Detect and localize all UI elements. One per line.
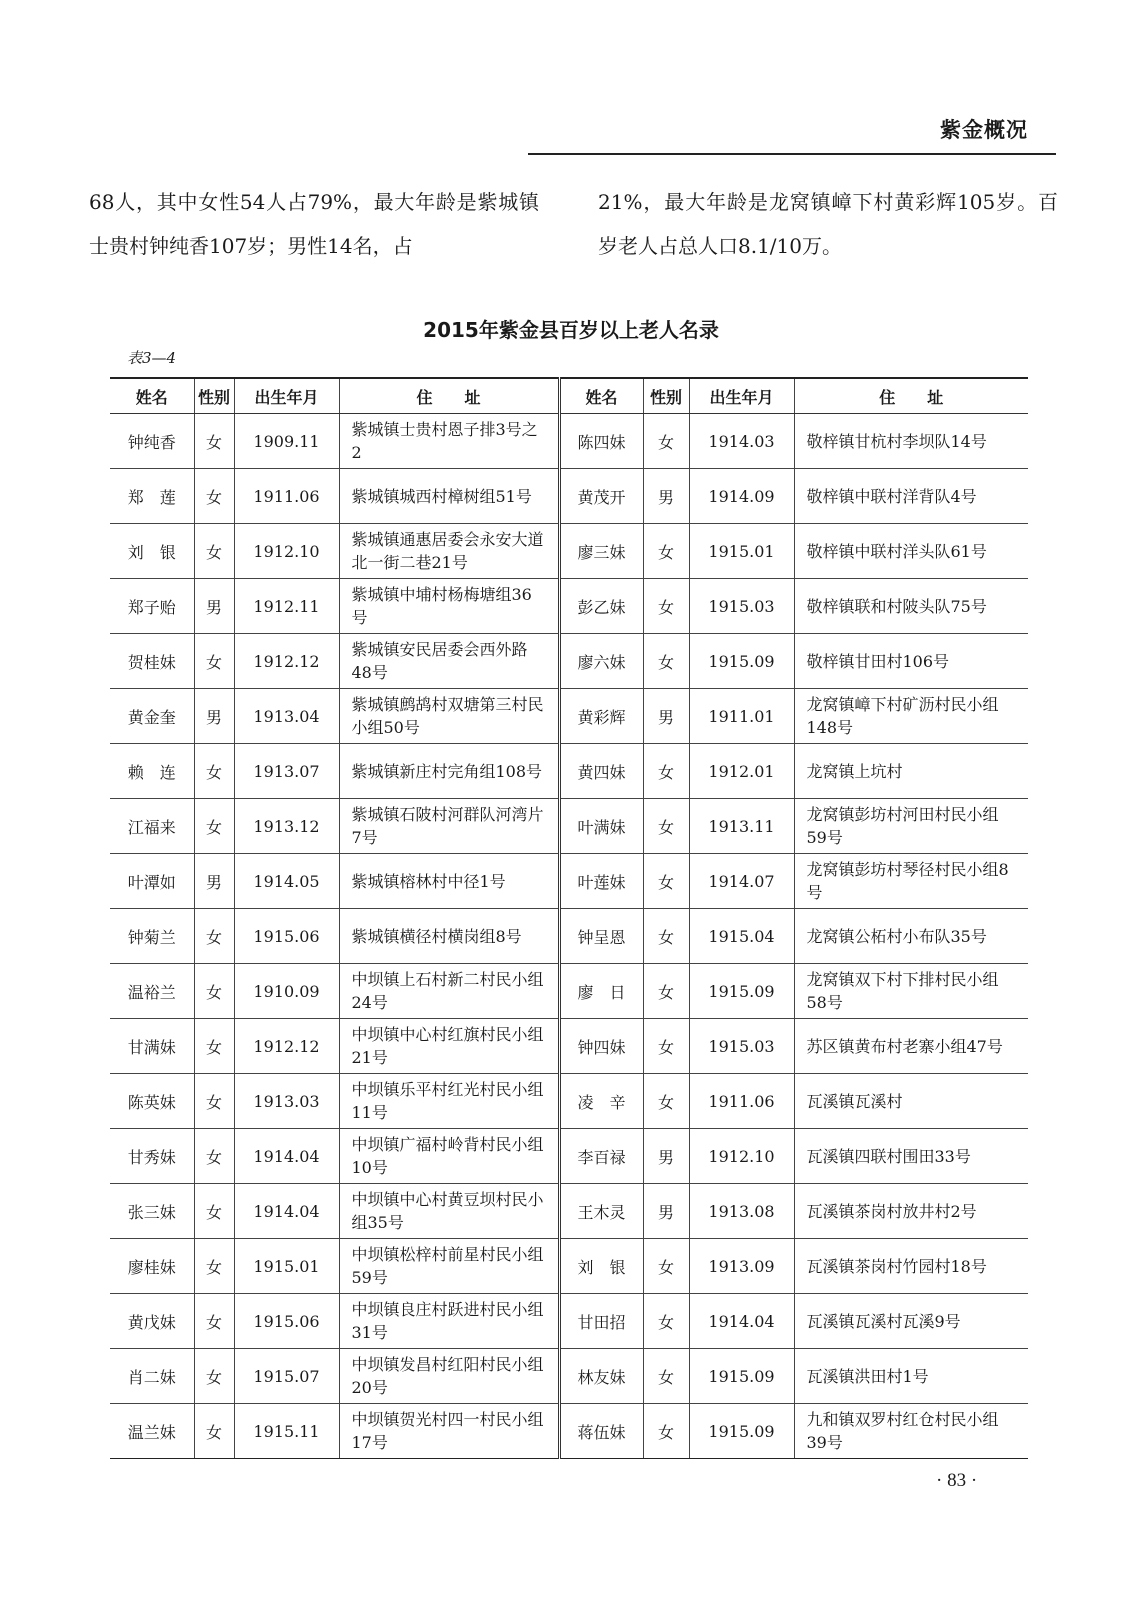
cell-birth: 1911.06 [234,469,339,524]
cell-address: 紫城镇士贵村恩子排3号之2 [339,414,559,469]
table-row [110,1404,1028,1459]
cell-name: 王木灵 [559,1184,643,1239]
table-row [110,744,1028,799]
cell-name: 林友妹 [559,1349,643,1404]
cell-name: 赖 连 [110,744,194,799]
cell-name: 黄茂开 [559,469,643,524]
cell-address: 龙窝镇上坑村 [794,744,1028,799]
cell-name: 温裕兰 [110,964,194,1019]
cell-sex: 女 [194,634,234,689]
cell-name: 钟呈恩 [559,909,643,964]
cell-sex: 女 [643,1349,689,1404]
cell-address: 中坝镇良庄村跃进村民小组31号 [339,1294,559,1349]
cell-address: 紫城镇横径村横岗组8号 [339,909,559,964]
cell-birth: 1915.01 [689,524,794,579]
cell-birth: 1915.01 [234,1239,339,1294]
cell-birth: 1912.12 [234,1019,339,1074]
cell-address: 龙窝镇公柘村小布队35号 [794,909,1028,964]
cell-sex: 男 [643,1184,689,1239]
cell-sex: 女 [194,1129,234,1184]
cell-address: 敬梓镇联和村陂头队75号 [794,579,1028,634]
table-row [110,1239,1028,1294]
cell-name: 李百禄 [559,1129,643,1184]
table-row [110,1294,1028,1349]
table-row [110,524,1028,579]
header-rule [528,153,1056,155]
cell-name: 叶莲妹 [559,854,643,909]
header-name: 姓名 [110,378,194,414]
cell-sex: 女 [194,909,234,964]
table-title: 2015年紫金县百岁以上老人名录 [423,318,719,342]
table-row [110,579,1028,634]
cell-name: 张三妹 [110,1184,194,1239]
cell-sex: 女 [643,909,689,964]
cell-birth: 1913.04 [234,689,339,744]
cell-birth: 1914.07 [689,854,794,909]
section-header-title: 紫金概况 [940,118,1028,142]
cell-birth: 1912.10 [689,1129,794,1184]
cell-name: 凌 辛 [559,1074,643,1129]
cell-birth: 1912.01 [689,744,794,799]
cell-name: 甘田招 [559,1294,643,1349]
cell-birth: 1913.03 [234,1074,339,1129]
cell-sex: 男 [194,689,234,744]
cell-address: 敬梓镇中联村洋头队61号 [794,524,1028,579]
cell-sex: 女 [643,579,689,634]
cell-sex: 女 [643,414,689,469]
header-birth: 出生年月 [689,378,794,414]
cell-birth: 1915.06 [234,1294,339,1349]
cell-sex: 女 [643,634,689,689]
cell-birth: 1913.07 [234,744,339,799]
cell-birth: 1912.11 [234,579,339,634]
cell-birth: 1911.06 [689,1074,794,1129]
paragraph-left-column: 68人，其中女性54人占79%，最大年龄是紫城镇士贵村钟纯香107岁；男性14名，占 [89,190,539,258]
cell-address: 瓦溪镇洪田村1号 [794,1349,1028,1404]
cell-name: 彭乙妹 [559,579,643,634]
centenarian-table [110,377,1028,1459]
cell-name: 叶潭如 [110,854,194,909]
table-row [110,1349,1028,1404]
cell-sex: 女 [643,854,689,909]
cell-address: 紫城镇鹧鸪村双塘第三村民小组50号 [339,689,559,744]
cell-name: 陈英妹 [110,1074,194,1129]
cell-birth: 1915.09 [689,634,794,689]
cell-birth: 1915.06 [234,909,339,964]
cell-name: 刘 银 [110,524,194,579]
cell-address: 中坝镇中心村红旗村民小组21号 [339,1019,559,1074]
header-address: 住 址 [339,378,559,414]
table-row [110,1074,1028,1129]
cell-birth: 1915.11 [234,1404,339,1459]
cell-birth: 1913.11 [689,799,794,854]
cell-name: 钟菊兰 [110,909,194,964]
table-row [110,469,1028,524]
table-row [110,909,1028,964]
cell-address: 苏区镇黄布村老寨小组47号 [794,1019,1028,1074]
cell-name: 贺桂妹 [110,634,194,689]
cell-name: 黄戊妹 [110,1294,194,1349]
cell-address: 中坝镇松梓村前星村民小组59号 [339,1239,559,1294]
cell-address: 中坝镇上石村新二村民小组24号 [339,964,559,1019]
cell-sex: 女 [643,1239,689,1294]
cell-name: 黄金奎 [110,689,194,744]
cell-name: 甘满妹 [110,1019,194,1074]
cell-address: 中坝镇广福村岭背村民小组10号 [339,1129,559,1184]
cell-address: 瓦溪镇瓦溪村瓦溪9号 [794,1294,1028,1349]
table-label: 表3—4 [127,349,177,367]
cell-sex: 女 [194,414,234,469]
cell-name: 甘秀妹 [110,1129,194,1184]
cell-address: 龙窝镇彭坊村琴径村民小组8号 [794,854,1028,909]
cell-sex: 女 [643,1294,689,1349]
cell-birth: 1915.04 [689,909,794,964]
cell-sex: 女 [194,1404,234,1459]
table-row [110,964,1028,1019]
cell-sex: 女 [194,1239,234,1294]
table-body [110,414,1028,1459]
header-birth: 出生年月 [234,378,339,414]
table-row [110,414,1028,469]
cell-name: 陈四妹 [559,414,643,469]
cell-birth: 1912.12 [234,634,339,689]
table-row [110,634,1028,689]
cell-sex: 男 [194,854,234,909]
cell-address: 紫城镇安民居委会西外路48号 [339,634,559,689]
table-row [110,854,1028,909]
cell-address: 紫城镇新庄村完角组108号 [339,744,559,799]
cell-name: 江福来 [110,799,194,854]
cell-name: 黄四妹 [559,744,643,799]
cell-birth: 1914.04 [234,1129,339,1184]
cell-birth: 1915.03 [689,579,794,634]
table-row [110,1184,1028,1239]
cell-address: 龙窝镇彭坊村河田村民小组59号 [794,799,1028,854]
cell-sex: 女 [643,744,689,799]
cell-birth: 1915.09 [689,1404,794,1459]
cell-address: 瓦溪镇茶岗村竹园村18号 [794,1239,1028,1294]
cell-sex: 女 [643,1074,689,1129]
cell-address: 紫城镇中埔村杨梅塘组36号 [339,579,559,634]
cell-address: 龙窝镇嶂下村矿沥村民小组148号 [794,689,1028,744]
table-row [110,689,1028,744]
cell-name: 肖二妹 [110,1349,194,1404]
cell-name: 钟四妹 [559,1019,643,1074]
cell-name: 刘 银 [559,1239,643,1294]
page-number: · 83 · [936,1470,978,1491]
cell-name: 黄彩辉 [559,689,643,744]
cell-address: 紫城镇通惠居委会永安大道北一街二巷21号 [339,524,559,579]
cell-birth: 1915.03 [689,1019,794,1074]
cell-name: 蒋伍妹 [559,1404,643,1459]
cell-sex: 女 [643,799,689,854]
cell-address: 紫城镇榕林村中径1号 [339,854,559,909]
cell-birth: 1914.09 [689,469,794,524]
cell-address: 九和镇双罗村红仓村民小组39号 [794,1404,1028,1459]
cell-birth: 1912.10 [234,524,339,579]
cell-address: 紫城镇城西村樟树组51号 [339,469,559,524]
header-sex: 性别 [194,378,234,414]
cell-address: 中坝镇发昌村红阳村民小组20号 [339,1349,559,1404]
cell-birth: 1914.03 [689,414,794,469]
cell-birth: 1910.09 [234,964,339,1019]
cell-birth: 1913.09 [689,1239,794,1294]
cell-address: 瓦溪镇茶岗村放井村2号 [794,1184,1028,1239]
cell-sex: 男 [643,1129,689,1184]
cell-sex: 女 [194,469,234,524]
cell-birth: 1915.09 [689,1349,794,1404]
header-sex: 性别 [643,378,689,414]
cell-sex: 女 [194,1294,234,1349]
cell-birth: 1913.12 [234,799,339,854]
cell-sex: 女 [194,964,234,1019]
paragraph-right-column: 21%，最大年龄是龙窝镇嶂下村黄彩辉105岁。百岁老人占总人口8.1/10万。 [598,190,1058,258]
cell-sex: 男 [643,689,689,744]
cell-sex: 女 [194,1074,234,1129]
cell-address: 紫城镇石陂村河群队河湾片7号 [339,799,559,854]
cell-birth: 1911.01 [689,689,794,744]
cell-birth: 1913.08 [689,1184,794,1239]
cell-address: 中坝镇中心村黄豆坝村民小组35号 [339,1184,559,1239]
cell-sex: 女 [194,799,234,854]
cell-address: 中坝镇乐平村红光村民小组11号 [339,1074,559,1129]
cell-address: 龙窝镇双下村下排村民小组58号 [794,964,1028,1019]
cell-birth: 1915.07 [234,1349,339,1404]
cell-address: 敬梓镇甘杭村李坝队14号 [794,414,1028,469]
cell-sex: 女 [643,1019,689,1074]
cell-name: 郑子贻 [110,579,194,634]
cell-address: 瓦溪镇瓦溪村 [794,1074,1028,1129]
cell-sex: 女 [194,744,234,799]
cell-name: 钟纯香 [110,414,194,469]
cell-sex: 女 [194,1019,234,1074]
cell-sex: 男 [643,469,689,524]
cell-address: 瓦溪镇四联村围田33号 [794,1129,1028,1184]
cell-sex: 女 [194,1184,234,1239]
cell-address: 敬梓镇甘田村106号 [794,634,1028,689]
cell-name: 廖 日 [559,964,643,1019]
cell-name: 廖三妹 [559,524,643,579]
cell-birth: 1914.04 [689,1294,794,1349]
header-name: 姓名 [559,378,643,414]
cell-birth: 1915.09 [689,964,794,1019]
cell-name: 廖桂妹 [110,1239,194,1294]
cell-birth: 1914.04 [234,1184,339,1239]
cell-address: 中坝镇贺光村四一村民小组17号 [339,1404,559,1459]
cell-sex: 女 [194,1349,234,1404]
table-row [110,1129,1028,1184]
cell-name: 廖六妹 [559,634,643,689]
header-address: 住 址 [794,378,1028,414]
cell-sex: 女 [643,1404,689,1459]
table-row [110,799,1028,854]
cell-sex: 女 [643,964,689,1019]
cell-sex: 女 [643,524,689,579]
cell-name: 温兰妹 [110,1404,194,1459]
cell-sex: 女 [194,524,234,579]
cell-address: 敬梓镇中联村洋背队4号 [794,469,1028,524]
cell-birth: 1914.05 [234,854,339,909]
cell-name: 叶满妹 [559,799,643,854]
cell-name: 郑 莲 [110,469,194,524]
cell-birth: 1909.11 [234,414,339,469]
cell-sex: 男 [194,579,234,634]
table-row [110,1019,1028,1074]
table-header-row [110,378,1028,414]
